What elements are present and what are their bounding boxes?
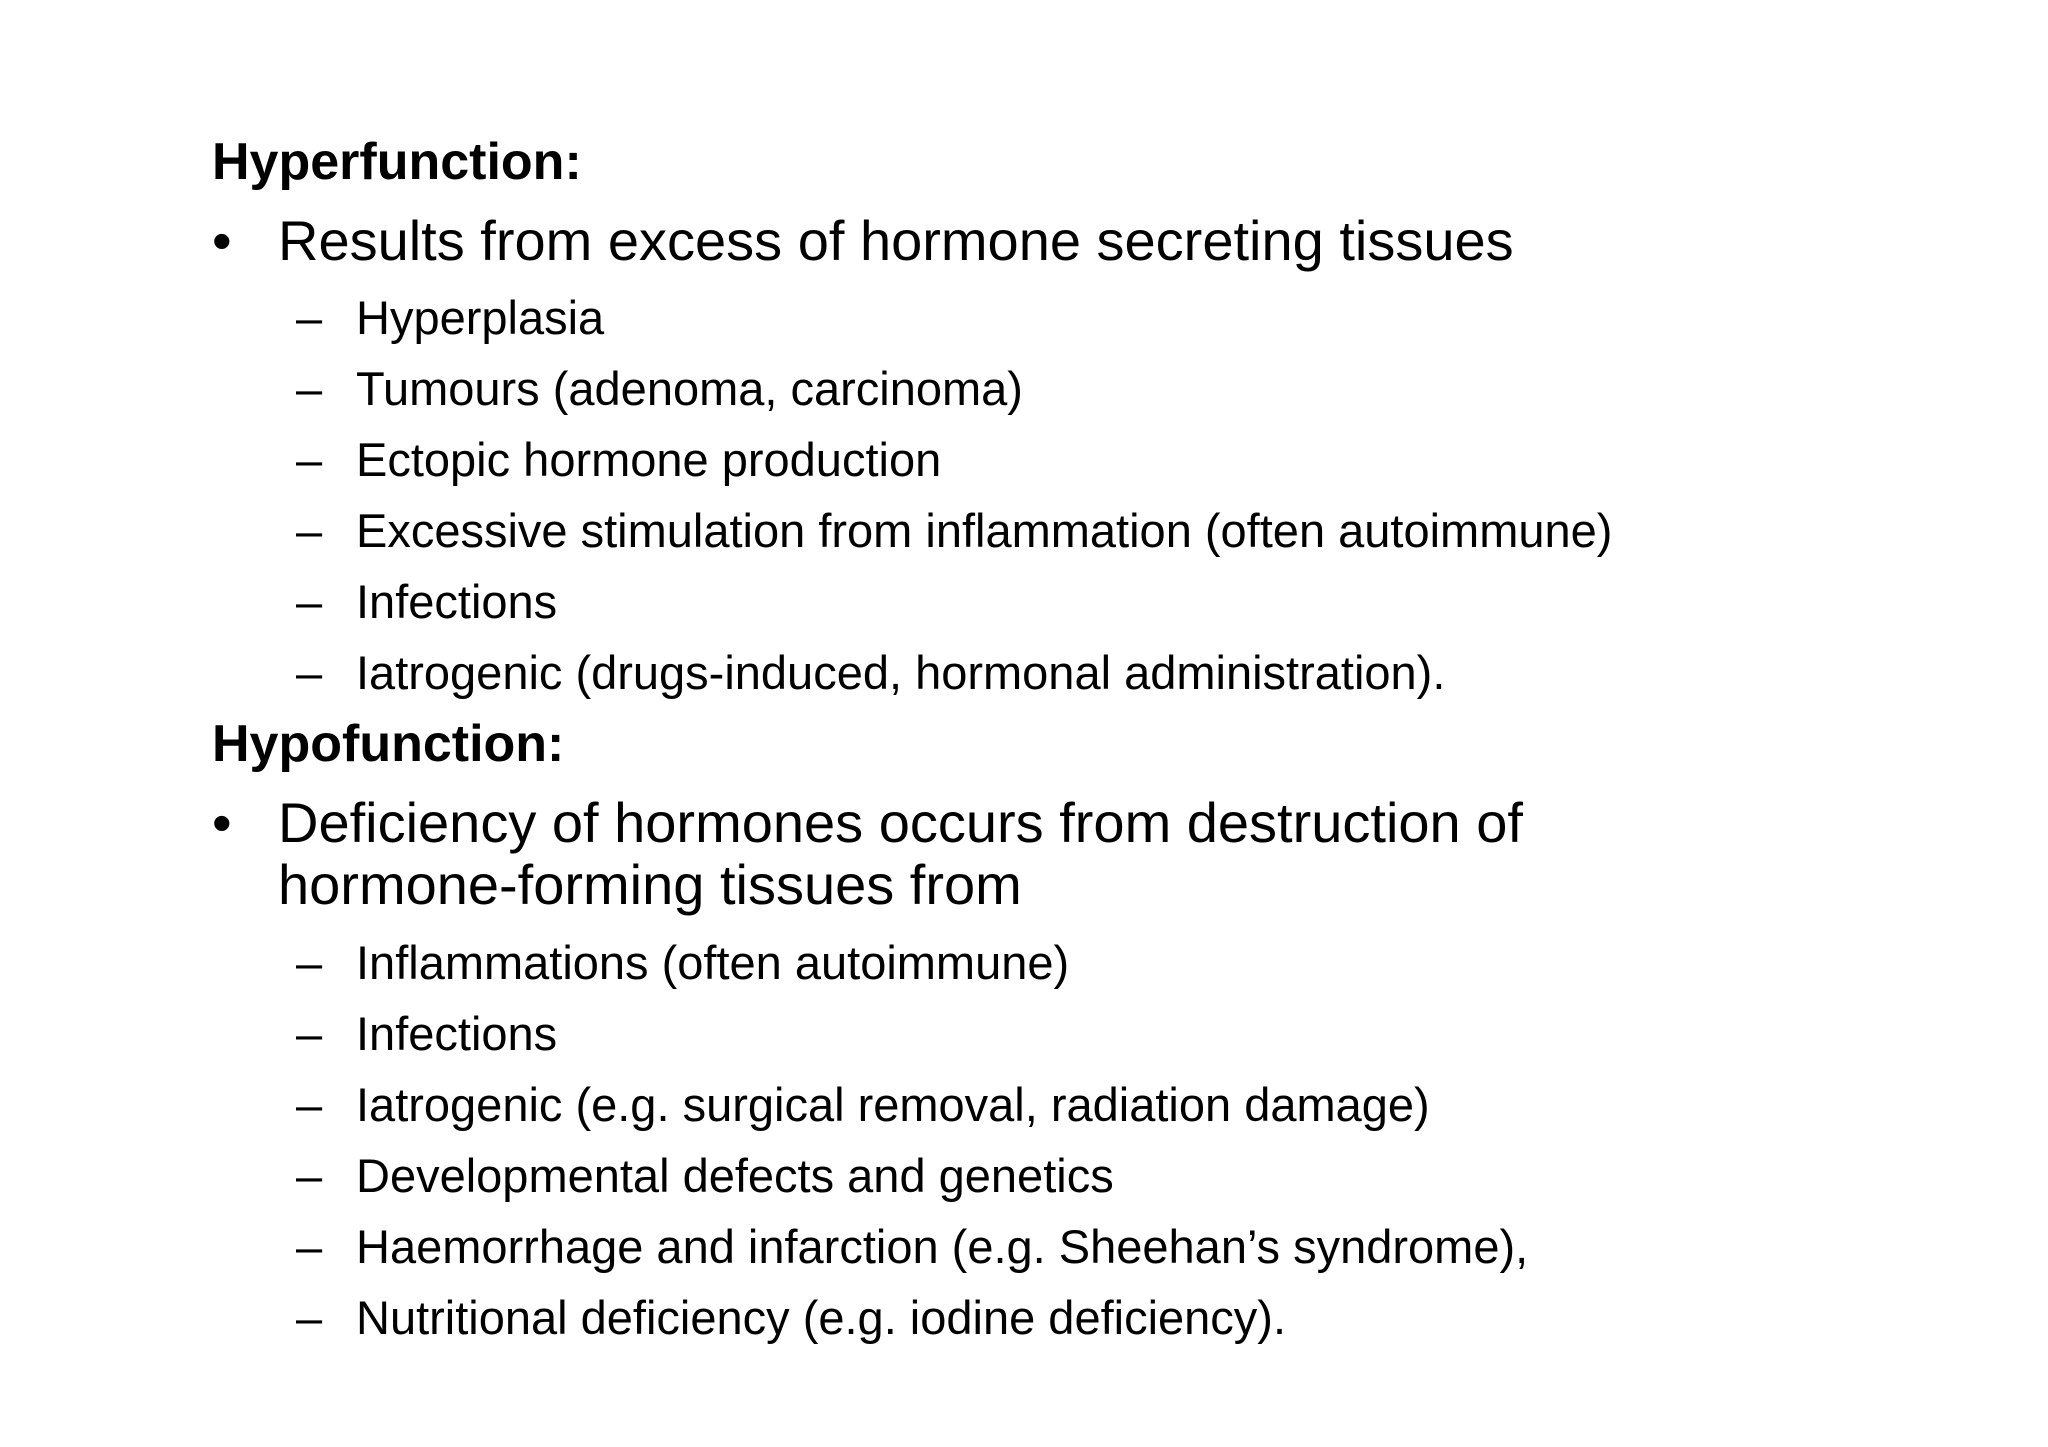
list-item-text: Nutritional deficiency (e.g. iodine deficiency). [356,1291,1287,1344]
hyperfunction-bullet-text: Results from excess of hormone secreting tissues [278,209,1514,272]
dash-icon: – [296,1291,323,1344]
list-item-text: Tumours (adenoma, carcinoma) [356,362,1023,415]
hyperfunction-heading: Hyperfunction: [212,133,582,191]
dash-icon: – [296,433,323,486]
list-item-text: Haemorrhage and infarction (e.g. Sheehan’s syndrome), [356,1220,1529,1273]
hypofunction-heading: Hypofunction: [212,715,565,773]
list-item-text: Excessive stimulation from inflammation (often autoimmune) [356,504,1613,557]
list-item-text: Hyperplasia [356,291,605,344]
dash-icon: – [296,504,323,557]
list-item-text: Ectopic hormone production [356,433,942,486]
list-item-text: Iatrogenic (e.g. surgical removal, radiation damage) [356,1078,1430,1131]
list-item-text: Infections [356,1007,558,1060]
dash-icon: – [296,646,323,699]
dash-icon: – [296,362,323,415]
dash-icon: – [296,575,323,628]
bullet-icon: • [212,209,232,272]
list-item-text: Developmental defects and genetics [356,1149,1114,1202]
hypofunction-bullet-text: Deficiency of hormones occurs from destruction of hormone-forming tissues from [278,791,1523,916]
dash-icon: – [296,1220,323,1273]
dash-icon: – [296,1149,323,1202]
list-item-text: Inflammations (often autoimmune) [356,936,1070,989]
dash-icon: – [296,936,323,989]
list-item-text: Iatrogenic (drugs-induced, hormonal administration). [356,646,1446,699]
dash-icon: – [296,291,323,344]
dash-icon: – [296,1007,323,1060]
list-item-text: Infections [356,575,558,628]
dash-icon: – [296,1078,323,1131]
bullet-icon: • [212,791,232,854]
